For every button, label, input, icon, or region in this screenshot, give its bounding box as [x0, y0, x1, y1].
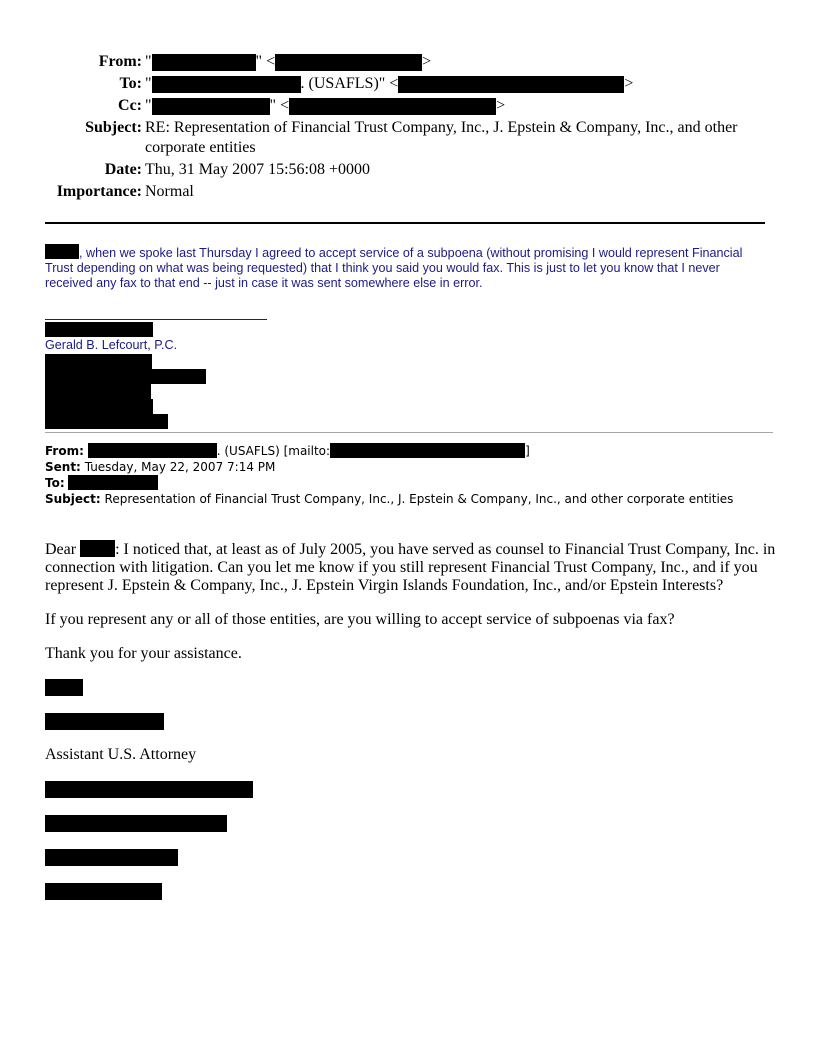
orig-subject-label: Subject:: [45, 492, 101, 506]
date-row: [0, 160, 780, 180]
paragraph-1: : I noticed that, at least as of July 2005, you have served as counsel to Financial Trust Company, Inc. in connection with litigation. Can you let me know if you still represent Financial Trust Company, Inc., and if you represent J. Epstein & Company, Inc., J. Epstein Virgin Islands Foundation, Inc., and/or Epstein Interests?: [45, 541, 776, 594]
signature-firm: Gerald B. Lefcourt, P.C.: [45, 338, 178, 352]
importance-value: Normal: [145, 183, 194, 200]
redaction: [45, 781, 253, 798]
date-label: Date:: [104, 161, 142, 178]
message-body: [45, 540, 780, 679]
redaction: [45, 815, 227, 832]
reply-text: , when we spoke last Thursday I agreed to accept service of a subpoena (without promising I would represent Financial Trust depending on what was being requested) that I think you said you would fax. This is just to let you know that I never received any fax to that end -- just in case it was sent somewhere else in error.: [45, 246, 743, 290]
subject-row: [0, 118, 780, 158]
redaction: [68, 475, 158, 490]
orig-subject-value: Representation of Financial Trust Company, Inc., J. Epstein & Company, Inc., and other corporate entities: [104, 492, 734, 506]
orig-to-row: [45, 475, 775, 491]
orig-from-label: From:: [45, 444, 84, 458]
subject-label: Subject:: [85, 119, 142, 136]
quote-mark: ": [145, 97, 152, 114]
importance-label: Importance:: [56, 183, 142, 200]
close-bracket: >: [624, 75, 634, 92]
to-row: [0, 74, 780, 94]
redaction: [45, 369, 206, 384]
quote-open-bracket: " <: [255, 53, 276, 70]
signature-rule: [45, 319, 267, 320]
close-bracket: >: [496, 97, 506, 114]
sender-title: Assistant U.S. Attorney: [45, 746, 197, 763]
date-value: Thu, 31 May 2007 15:56:08 +0000: [145, 161, 371, 178]
redaction: [45, 322, 153, 337]
signature: [45, 312, 267, 429]
orig-to-label: To:: [45, 476, 65, 490]
orig-from-row: [45, 443, 775, 459]
redaction: [45, 414, 168, 429]
email-header: [0, 52, 780, 204]
body-paragraph: [45, 540, 780, 595]
close-bracket: >: [422, 53, 432, 70]
redaction: [88, 443, 217, 458]
redaction: [45, 679, 83, 696]
original-message-header: [45, 443, 775, 507]
quote-open-bracket: " <: [269, 97, 290, 114]
reply-body: [45, 244, 765, 291]
salutation: Dear: [45, 541, 77, 558]
redaction: [289, 98, 496, 115]
redaction: [152, 98, 270, 115]
redaction: [330, 443, 525, 458]
importance-row: [0, 182, 780, 202]
subject-value: RE: Representation of Financial Trust Company, Inc., J. Epstein & Company, Inc., and other corporate entities: [145, 119, 738, 156]
redaction: [152, 76, 301, 93]
message-divider: [45, 432, 773, 433]
paragraph-3: Thank you for your assistance.: [45, 645, 242, 662]
orig-sent-value: Tuesday, May 22, 2007 7:14 PM: [84, 460, 276, 474]
to-org: . (USAFLS)" <: [300, 75, 399, 92]
orig-sent-label: Sent:: [45, 460, 81, 474]
redaction: [398, 76, 624, 93]
from-row: [0, 52, 780, 72]
redaction: [45, 244, 79, 259]
redaction: [45, 354, 152, 369]
cc-label: Cc:: [118, 97, 142, 114]
redaction: [45, 849, 178, 866]
paragraph-2: If you represent any or all of those entities, are you willing to accept service of subpoenas via fax?: [45, 611, 675, 628]
redaction: [45, 883, 162, 900]
redaction: [275, 54, 422, 71]
redaction: [45, 399, 153, 414]
header-divider: [45, 222, 765, 224]
orig-from-close: ]: [525, 444, 530, 458]
orig-sent-row: [45, 459, 775, 475]
to-label: To:: [119, 75, 142, 92]
redaction: [45, 384, 151, 399]
orig-from-org: . (USAFLS) [mailto:: [216, 444, 331, 458]
from-label: From:: [98, 53, 142, 70]
cc-row: [0, 96, 780, 116]
redaction: [80, 540, 115, 557]
redaction: [152, 54, 256, 71]
redaction: [45, 713, 164, 730]
quote-mark: ": [145, 75, 152, 92]
orig-subject-row: [45, 491, 775, 507]
quote-mark: ": [145, 53, 152, 70]
